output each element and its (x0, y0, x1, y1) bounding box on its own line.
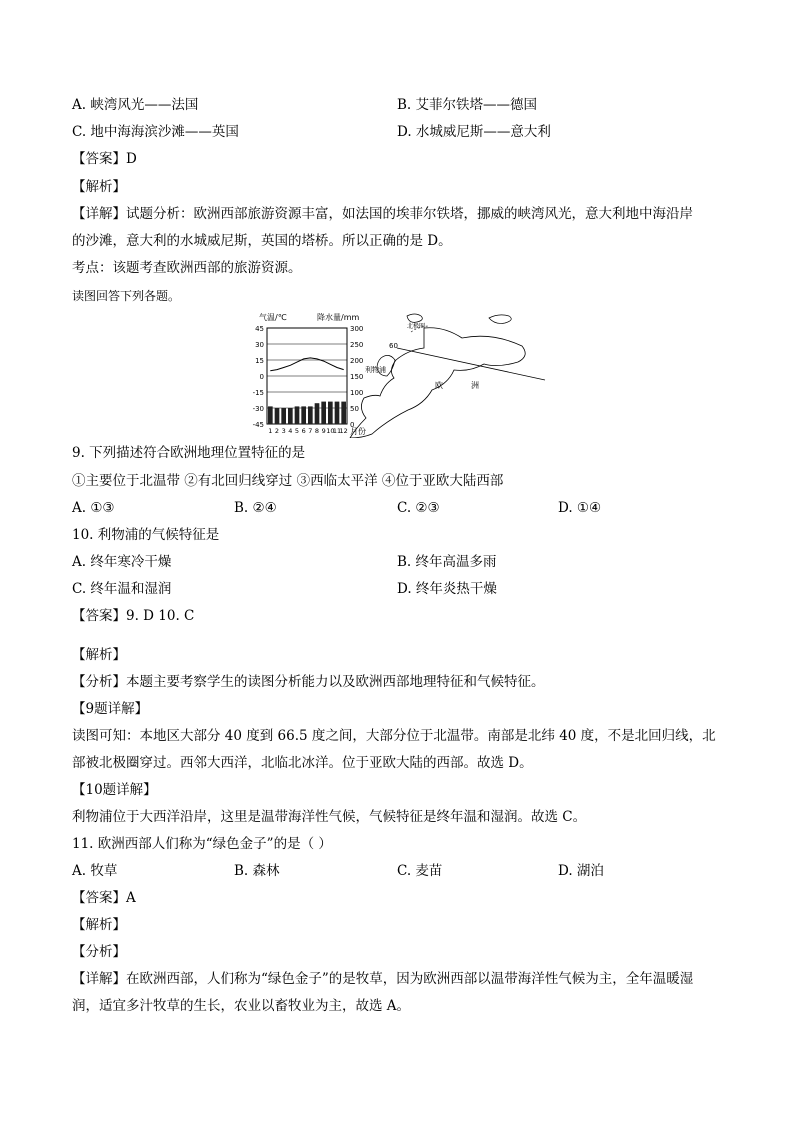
q10-detail-line1: 利物浦位于大西洋沿岸，这里是温带海洋性气候，气候特征是终年温和湿润。故选 C。 (72, 809, 587, 825)
precip-bar (308, 406, 313, 424)
label-europe-2: 洲 (471, 381, 479, 390)
y-right-label: 降水量/mm (317, 313, 360, 322)
month-label: 12 (339, 427, 348, 435)
q9-option-a: A. ①③ (72, 500, 115, 516)
precip-bar (288, 408, 293, 424)
q9-option-b: B. ②④ (234, 500, 277, 516)
q9-items: ①主要位于北温带 ②有北回归线穿过 ③西临太平洋 ④位于亚欧大陆西部 (72, 473, 504, 489)
analysis-fenxi: 【分析】本题主要考察学生的读图分析能力以及欧洲西部地理特征和气候特征。 (72, 674, 545, 690)
q11-detail-line2: 润，适宜多汁牧草的生长，农业以畜牧业为主，故选 A。 (72, 998, 411, 1014)
q11-detail-line1: 【详解】在欧洲西部，人们称为“绿色金子”的是牧草，因为欧洲西部以温带海洋性气候为主，全年温暖湿 (72, 971, 694, 987)
month-label: 11 (332, 427, 342, 435)
precip-bar (335, 402, 340, 424)
q10-option-c: C. 终年温和湿润 (72, 581, 172, 597)
q9-detail-line1: 读图可知：本地区大部分 40 度到 66.5 度之间，大部分位于北温带。南部是北纬 40 度，不是北回归线，北 (72, 728, 716, 744)
x-axis-label: 月份 (350, 427, 366, 436)
month-label: 7 (308, 427, 313, 435)
y-left-tick: 15 (255, 357, 264, 365)
q11-option-d: D. 湖泊 (558, 863, 604, 879)
q11-analysis-label: 【解析】 (72, 917, 126, 933)
y-right-tick: 0 (350, 421, 355, 429)
month-label: 3 (281, 427, 286, 435)
figure-intro: 读图回答下列各题。 (72, 289, 181, 303)
q9-10-answer: 【答案】9. D 10. C (72, 608, 195, 624)
q8-answer: 【答案】D (72, 151, 137, 167)
y-left-tick: 0 (259, 373, 264, 381)
month-label: 1 (268, 427, 273, 435)
analysis-label: 【解析】 (72, 647, 126, 663)
precip-bar (301, 406, 306, 424)
q11-option-c: C. 麦苗 (397, 863, 443, 879)
label-europe-1: 欧 (435, 381, 443, 390)
q11-option-b: B. 森林 (234, 863, 280, 879)
y-right-tick: 300 (350, 325, 364, 333)
label-arctic-circle: 北极圈 (407, 323, 426, 330)
q9-detail-line2: 部被北极圈穿过。西邻大西洋，北临北冰洋。位于亚欧大陆的西部。故选 D。 (72, 755, 533, 771)
y-left-tick: 45 (255, 325, 264, 333)
precip-bar (295, 406, 300, 424)
island-outline (407, 314, 422, 322)
month-label: 2 (274, 427, 280, 435)
q8-option-a: A. 峡湾风光——法国 (72, 97, 199, 113)
y-left-tick: -45 (252, 421, 264, 429)
figure-climate-map (239, 308, 549, 438)
q8-analysis-label: 【解析】 (72, 179, 126, 195)
q8-detail-line1: 【详解】试题分析：欧洲西部旅游资源丰富，如法国的埃菲尔铁塔，挪威的峡湾风光，意大利地中海沿岸 (72, 206, 693, 222)
label-60: 60 (389, 342, 398, 350)
y-right-tick: 150 (350, 373, 364, 381)
label-liverpool: 利物浦 (365, 366, 386, 374)
y-left-label: 气温/℃ (259, 313, 287, 322)
q10-option-b: B. 终年高温多雨 (397, 554, 497, 570)
q8-option-c: C. 地中海海滨沙滩——英国 (72, 124, 239, 140)
europe-map (350, 314, 545, 438)
y-right-tick: 200 (350, 357, 364, 365)
island-outline (489, 315, 511, 324)
q8-option-d: D. 水城威尼斯——意大利 (397, 124, 551, 140)
precip-bar (281, 408, 286, 424)
q9-option-c: C. ②③ (397, 500, 440, 516)
q9-stem: 9. 下列描述符合欧洲地理位置特征的是 (72, 445, 306, 461)
q8-detail-line2: 的沙滩，意大利的水城威尼斯，英国的塔桥。所以正确的是 D。 (72, 233, 452, 249)
climate-chart (253, 312, 366, 436)
q11-fenxi: 【分析】 (72, 944, 126, 960)
q10-stem: 10. 利物浦的气候特征是 (72, 527, 220, 543)
q9-option-d: D. ①④ (558, 500, 602, 516)
precip-bar (328, 402, 333, 424)
q10-option-a: A. 终年寒冷干燥 (72, 554, 172, 570)
q8-option-b: B. 艾菲尔铁塔——德国 (397, 97, 538, 113)
q11-answer: 【答案】A (72, 890, 136, 906)
y-right-tick: 50 (350, 405, 359, 413)
precip-bar (341, 402, 346, 424)
q10-detail-head: 【10题详解】 (72, 782, 157, 798)
q9-detail-head: 【9题详解】 (72, 701, 149, 717)
month-label: 9 (321, 427, 326, 435)
figure-svg (239, 308, 549, 438)
month-label: 8 (314, 427, 320, 435)
month-label: 4 (288, 427, 293, 435)
q10-option-d: D. 终年炎热干燥 (397, 581, 497, 597)
parallel-60-line (397, 348, 545, 380)
precip-bar (275, 408, 280, 424)
y-right-tick: 250 (350, 341, 364, 349)
y-left-tick: 30 (255, 341, 264, 349)
precip-bar (321, 402, 326, 424)
y-left-tick: -15 (252, 389, 264, 397)
y-right-tick: 100 (350, 389, 364, 397)
month-label: 6 (301, 427, 306, 435)
month-label: 10 (326, 427, 335, 435)
precip-bar (268, 406, 273, 424)
q8-kaodian: 考点：该题考查欧洲西部的旅游资源。 (72, 260, 302, 276)
q11-stem: 11. 欧洲西部人们称为“绿色金子”的是（ ） (72, 836, 332, 852)
month-label: 5 (294, 427, 300, 435)
precip-bar (315, 403, 320, 424)
y-left-tick: -30 (252, 405, 264, 413)
q11-option-a: A. 牧草 (72, 863, 118, 879)
